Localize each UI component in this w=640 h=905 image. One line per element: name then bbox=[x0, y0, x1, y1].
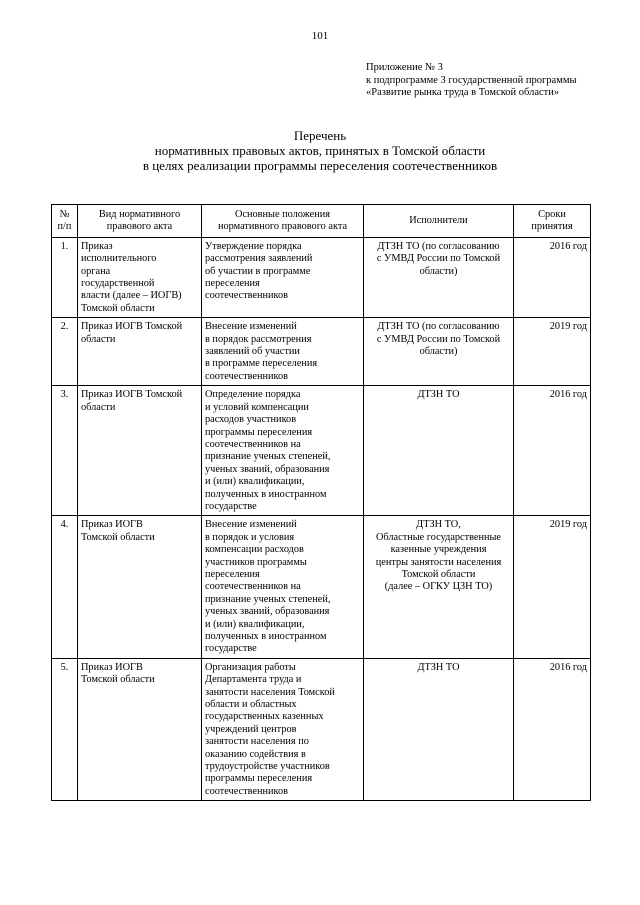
table-header-row bbox=[52, 205, 591, 238]
cell-executors-line: области) bbox=[419, 346, 458, 358]
cell-act-type-line: области bbox=[81, 401, 116, 413]
cell-provisions-line: ученых званий, образования bbox=[205, 463, 330, 475]
title-line: нормативных правовых актов, принятых в Томской области bbox=[154, 143, 486, 158]
cell-provisions-line: трудоустройстве участников bbox=[205, 761, 330, 773]
cell-provisions-line: соотечественников bbox=[205, 370, 289, 382]
cell-executors-line: ДТЗН ТО (по согласованию bbox=[377, 240, 500, 252]
table-row bbox=[52, 318, 591, 386]
cell-number: 1. bbox=[52, 237, 78, 317]
cell-executors-line: ДТЗН ТО (по согласованию bbox=[377, 321, 500, 333]
cell-provisions-line: программы переселения bbox=[205, 773, 313, 785]
cell-act-type bbox=[78, 658, 202, 800]
cell-provisions bbox=[202, 237, 364, 317]
acts-table bbox=[51, 204, 591, 801]
cell-act-type bbox=[78, 386, 202, 516]
cell-provisions-line: соотечественников на bbox=[205, 438, 301, 450]
cell-executors-line: с УМВД России по Томской bbox=[376, 333, 501, 345]
cell-provisions-line: полученных в иностранном bbox=[205, 488, 327, 500]
cell-deadline: 2016 год bbox=[514, 658, 591, 800]
cell-deadline: 2019 год bbox=[514, 516, 591, 658]
header-deadline: Сроки принятия bbox=[514, 205, 591, 238]
title-line: в целях реализации программы переселения соотечественников bbox=[142, 158, 498, 173]
document-title bbox=[0, 128, 640, 173]
appendix-note bbox=[366, 62, 577, 100]
cell-provisions-line: переселения bbox=[205, 568, 260, 580]
appendix-line: Приложение № 3 bbox=[366, 62, 443, 73]
cell-provisions-line: расходов участников bbox=[205, 414, 297, 426]
cell-act-type-line: Томской области bbox=[81, 302, 155, 314]
cell-provisions-line: компенсации расходов bbox=[205, 544, 304, 556]
page-number: 101 bbox=[311, 30, 329, 42]
cell-provisions-line: оказанию содействия в bbox=[205, 748, 306, 760]
cell-act-type-line: власти (далее – ИОГВ) bbox=[81, 290, 182, 302]
cell-act-type-line: Томской области bbox=[81, 531, 155, 543]
cell-provisions bbox=[202, 516, 364, 658]
cell-provisions-line: в программе переселения bbox=[205, 358, 318, 370]
cell-provisions bbox=[202, 318, 364, 386]
cell-executors bbox=[364, 658, 514, 800]
cell-act-type-line: Томской области bbox=[81, 674, 155, 686]
cell-act-type bbox=[78, 516, 202, 658]
table-row bbox=[52, 516, 591, 658]
cell-executors-line: казенные учреждения bbox=[390, 544, 487, 556]
cell-act-type-line: Приказ ИОГВ Томской bbox=[81, 389, 183, 401]
cell-provisions-line: государстве bbox=[205, 500, 257, 512]
cell-provisions-line: Внесение изменений bbox=[205, 519, 297, 531]
cell-act-type bbox=[78, 237, 202, 317]
table-row bbox=[52, 386, 591, 516]
header-number: № п/п bbox=[52, 205, 78, 238]
cell-provisions-line: и (или) квалификации, bbox=[205, 476, 305, 488]
cell-executors-line: ДТЗН ТО bbox=[417, 661, 460, 673]
cell-executors-line: ДТЗН ТО bbox=[417, 389, 460, 401]
cell-provisions-line: признание ученых степеней, bbox=[205, 593, 331, 605]
header-act-type: Вид нормативного правового акта bbox=[78, 205, 202, 238]
cell-provisions-line: заявлений об участии bbox=[205, 346, 300, 358]
cell-provisions-line: государственных казенных bbox=[205, 711, 324, 723]
cell-executors bbox=[364, 318, 514, 386]
cell-number: 5. bbox=[52, 658, 78, 800]
cell-act-type-line: Приказ bbox=[81, 240, 113, 252]
cell-provisions bbox=[202, 386, 364, 516]
cell-act-type-line: государственной bbox=[81, 278, 155, 290]
cell-provisions-line: полученных в иностранном bbox=[205, 631, 327, 642]
appendix-line: к подпрограмме 3 государственной программы bbox=[366, 74, 577, 86]
table-row bbox=[52, 237, 591, 317]
cell-provisions-line: и условий компенсации bbox=[205, 401, 309, 413]
title-line: Перечень bbox=[293, 128, 347, 143]
cell-provisions-line: в порядок рассмотрения bbox=[205, 333, 312, 345]
cell-provisions-line: занятости населения Томской bbox=[205, 686, 335, 698]
cell-executors-line: центры занятости населения bbox=[375, 556, 502, 568]
cell-provisions-line: учреждений центров bbox=[205, 723, 297, 735]
cell-provisions-line: ученых званий, образования bbox=[205, 606, 330, 618]
cell-provisions-line: соотечественников bbox=[205, 290, 289, 302]
cell-provisions-line: в порядок и условия bbox=[205, 531, 295, 543]
cell-provisions-line: об участии в программе bbox=[205, 265, 311, 277]
cell-deadline: 2016 год bbox=[514, 386, 591, 516]
cell-provisions-line: соотечественников на bbox=[205, 581, 301, 593]
cell-act-type-line: Приказ ИОГВ bbox=[81, 519, 143, 531]
cell-executors-line: Томской области bbox=[401, 568, 476, 580]
cell-number: 2. bbox=[52, 318, 78, 386]
cell-act-type-line: органа bbox=[81, 265, 111, 277]
cell-provisions-line: государстве bbox=[205, 643, 257, 655]
header-provisions: Основные положения нормативного правового акта bbox=[202, 205, 364, 238]
cell-act-type-line: Приказ ИОГВ Томской bbox=[81, 321, 183, 333]
cell-provisions-line: Департамента труда и bbox=[205, 674, 302, 686]
header-executors: Исполнители bbox=[364, 205, 514, 238]
cell-provisions-line: признание ученых степеней, bbox=[205, 451, 331, 463]
cell-executors-line: Областные государственные bbox=[376, 531, 501, 543]
cell-deadline: 2016 год bbox=[514, 237, 591, 317]
cell-provisions-line: Организация работы bbox=[205, 661, 296, 673]
cell-provisions-line: соотечественников bbox=[205, 785, 289, 797]
cell-executors-line: с УМВД России по Томской bbox=[376, 253, 501, 265]
cell-executors-line: ДТЗН ТО, bbox=[416, 519, 461, 531]
cell-number: 3. bbox=[52, 386, 78, 516]
cell-act-type-line: области bbox=[81, 333, 116, 345]
cell-provisions-line: рассмотрения заявлений bbox=[205, 253, 313, 265]
cell-provisions-line: участников программы bbox=[205, 556, 307, 568]
table-body bbox=[52, 237, 591, 800]
cell-provisions-line: занятости населения по bbox=[205, 736, 309, 748]
cell-provisions-line: области и областных bbox=[205, 699, 297, 711]
cell-executors-line: (далее – ОГКУ ЦЗН ТО) bbox=[384, 581, 493, 593]
appendix-line: «Развитие рынка труда в Томской области» bbox=[366, 87, 560, 98]
cell-executors bbox=[364, 386, 514, 516]
cell-number: 4. bbox=[52, 516, 78, 658]
cell-provisions bbox=[202, 658, 364, 800]
cell-executors bbox=[364, 237, 514, 317]
cell-act-type-line: Приказ ИОГВ bbox=[81, 661, 143, 673]
cell-provisions-line: Внесение изменений bbox=[205, 321, 297, 333]
cell-provisions-line: и (или) квалификации, bbox=[205, 618, 305, 630]
cell-provisions-line: переселения bbox=[205, 278, 260, 290]
cell-deadline: 2019 год bbox=[514, 318, 591, 386]
cell-provisions-line: Утверждение порядка bbox=[205, 240, 302, 252]
cell-provisions-line: программы переселения bbox=[205, 426, 313, 438]
cell-act-type-line: исполнительного bbox=[81, 253, 157, 265]
cell-provisions-line: Определение порядка bbox=[205, 389, 301, 401]
cell-act-type bbox=[78, 318, 202, 386]
cell-executors bbox=[364, 516, 514, 658]
cell-executors-line: области) bbox=[419, 265, 458, 277]
table-row bbox=[52, 658, 591, 800]
